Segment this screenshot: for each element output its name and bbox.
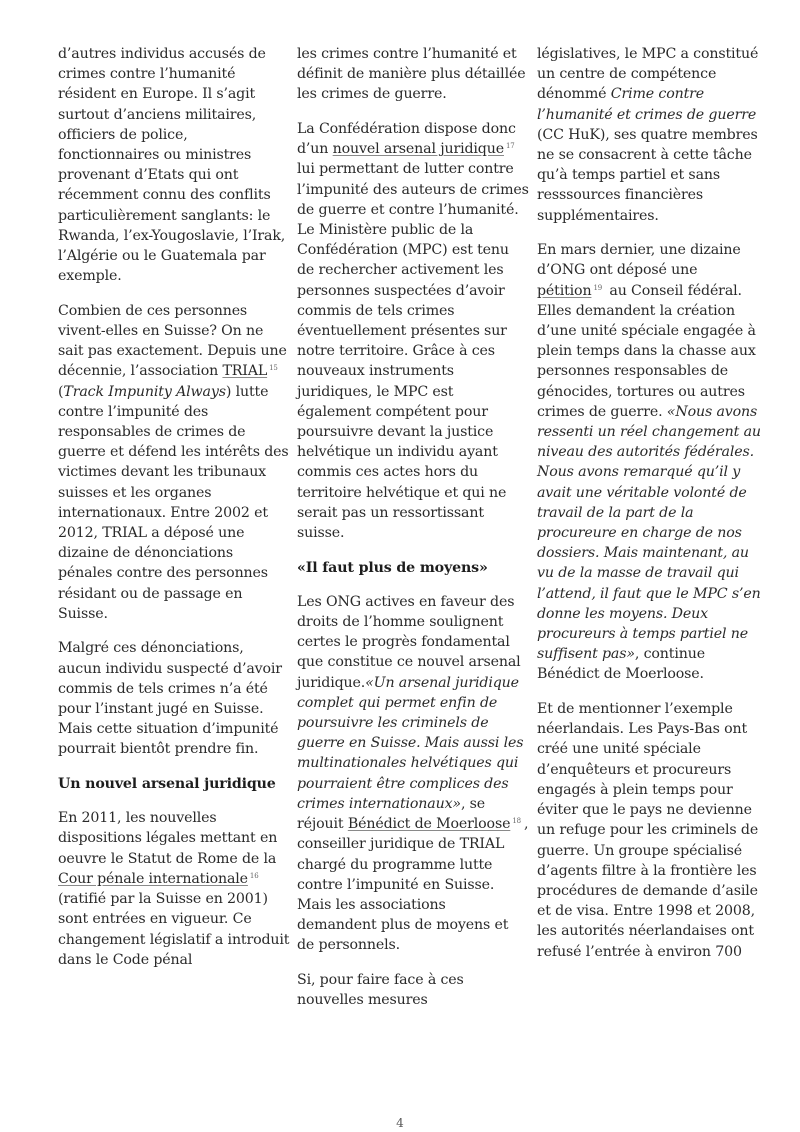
italic-text: Crime contre l’humanité et crimes de guerre xyxy=(537,86,757,123)
moerloose-link[interactable]: Bénédict de Moerloose xyxy=(347,816,511,833)
text: ( xyxy=(58,383,64,400)
text: lui permettant de lutter contre l’impunité des auteurs de crimes de guerre et contre l’humanité. Le Ministère public de la Confédération (MPC) est tenu de rechercher activement les personnes suspectées d’avoir commis de tels crimes éventuellement présentes sur notre territoire. Grâce à ces nouveaux instruments juridiques, le MPC est également compétent pour poursuivre devant la justice helvétique un individu ayant commis ces actes hors du territoire helvétique et qui ne serait pas un ressortissant suisse. xyxy=(297,161,529,542)
section-heading: «Il faut plus de moyens» xyxy=(297,559,488,576)
paragraph xyxy=(58,301,290,624)
footnote-ref: 17 xyxy=(505,142,515,151)
page-number: 4 xyxy=(396,1116,404,1130)
quote-text: «Un arsenal juridique complet qui permet enfin de poursuivre les criminels de guerre en Suisse. Mais aussi les multinationales helvétiques qui pourraient être complices des crimes internationaux» xyxy=(297,674,524,812)
arsenal-juridique-link[interactable]: nouvel arsenal juridique xyxy=(332,141,504,158)
paragraph xyxy=(58,808,290,970)
text: En 2011, les nouvelles dispositions légales mettant en oeuvre le Statut de Rome de la xyxy=(58,810,278,867)
trial-link[interactable]: TRIAL xyxy=(222,363,268,380)
text: , se réjouit xyxy=(297,795,486,833)
paragraph xyxy=(537,44,769,226)
text: , continue Bénédict de Moerloose. xyxy=(537,646,705,683)
footnote-ref: 16 xyxy=(249,871,259,880)
paragraph xyxy=(297,119,529,543)
text: Les ONG actives en faveur des droits de l’homme soulignent certes le progrès fondamental que constitue ce nouvel arsenal juridique. xyxy=(297,593,521,691)
text: La Confédération dispose donc d’un xyxy=(297,121,516,158)
text: Combien de ces personnes vivent-elles en Suisse? On ne sait pas exactement. Depuis une décennie, l’association xyxy=(58,302,287,380)
column-3 xyxy=(537,44,769,976)
text: législatives, le MPC a constitué un centre de compétence dénommé xyxy=(537,46,759,103)
paragraph xyxy=(297,592,529,956)
paragraph xyxy=(537,240,769,684)
text: ) lutte contre l’impunité des responsables de crimes de guerre et défend les intérêts des victimes devant les tribunaux suisses et les organes internationaux. Entre 2002 et 2012, TRIAL a déposé une dizaine de dénonciations pénales contre des personnes résidant ou de passage en Suisse. xyxy=(58,383,289,622)
footnote-ref: 18 xyxy=(512,817,521,826)
section-heading: Un nouvel arsenal juridique xyxy=(58,776,276,793)
column-1 xyxy=(58,44,290,984)
text: (CC HuK), ses quatre membres ne se consacrent à cette tâche qu’à temps partiel et sans resssources financières supplémentaires. xyxy=(537,126,758,224)
paragraph: Et de mentionner l’exemple néerlandais. Les Pays-Bas ont créé une unité spéciale d’enquêteurs et procureurs engagés à plein temps pour éviter que le pays ne devienne un refuge pour les criminels de guerre. Un groupe spécialisé d’agents filtre à la frontière les procédures de demande d’asile et de visa. Entre 1998 et 2008, les autorités néerlandaises ont refusé l’entrée à environ 700 xyxy=(537,701,759,960)
paragraph: Si, pour faire face à ces nouvelles mesures xyxy=(297,971,464,1009)
text: au Conseil fédéral. Elles demandent la création d’une unité spéciale engagée à plein temps dans la chasse aux personnes responsables de génocides, tortures ou autres crimes de guerre. xyxy=(537,282,756,420)
cour-penale-link[interactable]: Cour pénale internationale xyxy=(58,870,248,887)
footnote-ref: 15 xyxy=(269,364,278,373)
paragraph: Malgré ces dénonciations, aucun individu suspecté d’avoir commis de tels crimes n’a été pour l’instant jugé en Suisse. Mais cette situation d’impunité pourrait bientôt prendre fin. xyxy=(58,640,282,758)
petition-link[interactable]: pétition xyxy=(537,282,592,299)
italic-text: Track Impunity Always xyxy=(63,383,226,400)
text: En mars dernier, une dizaine d’ONG ont déposé une xyxy=(537,242,741,279)
footnote-ref: 19 xyxy=(593,283,603,292)
column-2 xyxy=(297,44,529,1025)
quote-text: «Nous avons ressenti un réel changement au niveau des autorités fédérales. Nous avons remarqué qu’il y avait une véritable volonté de travail de la part de la procureure en charge de nos dossiers. Mais maintenant, au vu de la masse de travail qui l’attend, il faut que le MPC s’en donne les moyens. Deux procureurs à temps partiel ne suffisent pas» xyxy=(537,403,761,663)
text: (ratifié par la Suisse en 2001) sont entrées en vigueur. Ce changement législatif a introduit dans le Code pénal xyxy=(58,891,290,968)
text: , conseiller juridique de TRIAL chargé du programme lutte contre l’impunité en Suisse. Mais les associations demandent plus de moyens et de personnels. xyxy=(297,816,529,954)
paragraph: les crimes contre l’humanité et définit de manière plus détaillée les crimes de guerre. xyxy=(297,46,526,103)
paragraph: d’autres individus accusés de crimes contre l’humanité résident en Europe. Il s’agit surtout d’anciens militaires, officiers de police, fonctionnaires ou ministres provenant d’Etats qui ont récemment connu des conflits particulièrement sanglants: le Rwanda, l’ex-Yougoslavie, l’Irak, l’Algérie ou le Guatemala par exemple. xyxy=(58,46,286,285)
